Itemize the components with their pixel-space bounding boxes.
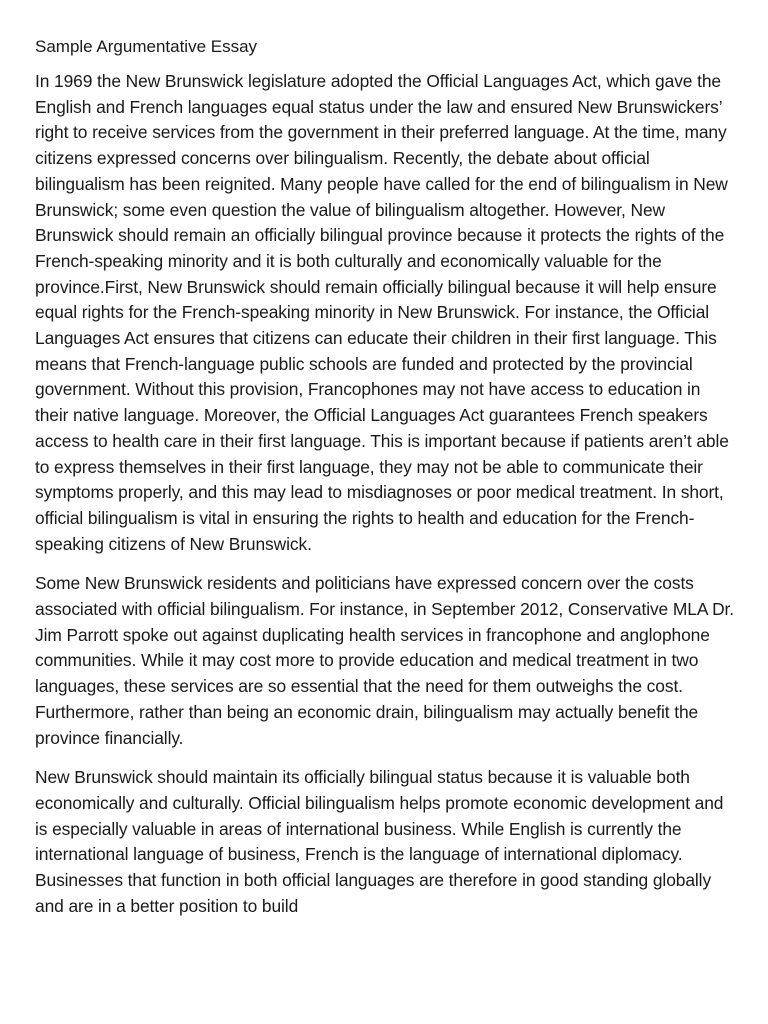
paragraph-intro: In 1969 the New Brunswick legislature adopted the Official Languages Act, which gave the English and French languages equal status under the law and ensured New Brunswickers’ right to receive services from the government in their preferred language. At the time, many citizens expressed concerns over bilingualism. Recently, the debate about official bilingualism has been reignited. Many people have called for the end of bilingualism in New Brunswick; some even question the value of bilingualism altogether. However, New Brunswick should remain an officially bilingual province because it protects the rights of the French-speaking minority and it is both culturally and economically valuable for the province.First, New Brunswick should remain officially bilingual because it will help ensure equal rights for the French-speaking minority in New Brunswick. For instance, the Official Languages Act ensures that citizens can educate their children in their first language. This means that French-language public schools are funded and protected by the provincial government. Without this provision, Francophones may not have access to education in their native language. Moreover, the Official Languages Act guarantees French speakers access to health care in their first language. This is important because if patients aren’t able to express themselves in their first language, they may not be able to communicate their symptoms properly, and this may lead to misdiagnoses or poor medical treatment. In short, official bilingualism is vital in ensuring the rights to health and education for the French-speaking citizens of New Brunswick. <box>35 71 729 554</box>
paragraph-costs: Some New Brunswick residents and politicians have expressed concern over the costs associated with official bilingualism. For instance, in September 2012, Conservative MLA Dr. Jim Parrott spoke out against duplicating health services in francophone and anglophone communities. While it may cost more to provide education and medical treatment in two languages, these services are so essential that the need for them outweighs the cost. Furthermore, rather than being an economic drain, bilingualism may actually benefit the province financially. <box>35 573 735 748</box>
document-page <box>35 36 735 934</box>
document-title: Sample Argumentative Essay <box>35 37 258 56</box>
paragraph-value: New Brunswick should maintain its officially bilingual status because it is valuable both economically and culturally. Official bilingualism helps promote economic development and is especially valuable in areas of international business. While English is currently the international language of business, French is the language of international diplomacy. Businesses that function in both official languages are therefore in good standing globally and are in a better position to build <box>35 767 724 916</box>
